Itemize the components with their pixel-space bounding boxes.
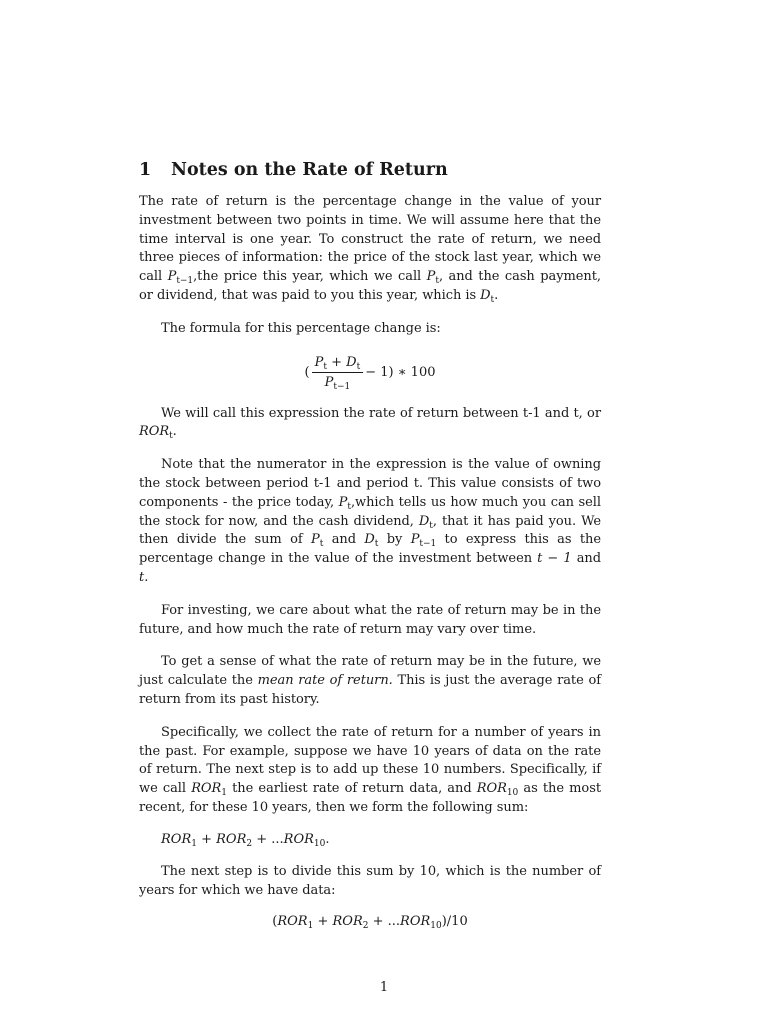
section-title-text: Notes on the Rate of Return [171, 160, 448, 180]
math-sub: t [356, 362, 361, 373]
math-sub: t [374, 539, 379, 550]
denominator [322, 373, 354, 393]
math-sub: 10 [313, 838, 326, 849]
math-sub: 2 [246, 838, 253, 849]
math-var: ROR [161, 831, 192, 847]
math-var: D [346, 355, 357, 371]
math-var: P [338, 494, 348, 510]
paragraph-definition [139, 193, 601, 306]
math-var: ROR [283, 831, 314, 847]
mean-expression [139, 914, 601, 932]
math-sub: t−1 [419, 539, 437, 550]
math-var: D [480, 287, 491, 303]
section-number: 1 [139, 160, 152, 180]
period: . [325, 831, 330, 847]
math-sub: 10 [430, 921, 442, 932]
math-var: ROR [277, 914, 308, 930]
paragraph-investing: For investing, we care about what the rate of return may be in the future, and how much the rate of return may vary over time. [139, 602, 601, 637]
math-var: P [311, 532, 320, 548]
math-var: ROR [139, 424, 170, 440]
plus: + [313, 914, 333, 930]
plus: + [326, 355, 347, 371]
math-var: P [410, 532, 420, 548]
paragraph-numerator-note [139, 456, 601, 588]
text: We will call this expression the rate of return between t-1 and t, or [161, 405, 601, 421]
text: ,the price this year, which we call [193, 269, 427, 285]
math-var: P [426, 269, 436, 285]
text: . [144, 569, 149, 585]
fraction [312, 355, 364, 393]
text: ,which tells us how much you can sell the stock for now, and the cash dividend, [139, 494, 601, 529]
math-var: P [314, 355, 324, 371]
paragraph-formula-intro: The formula for this percentage change is: [161, 320, 441, 336]
text: . [494, 287, 499, 303]
math-sub: t−1 [176, 276, 194, 287]
paren-open: ( [272, 914, 278, 930]
text: . [172, 424, 177, 440]
math-sub: t [319, 539, 324, 550]
text: , and the cash payment, or dividend, that was paid to you this year, which is [139, 269, 601, 303]
text: The rate of return is the percentage change in the value of your investment between two points in time. We will assume here that the time interval is one year. To construct the rate of return, we need three pieces of information: the price of the stock last year, which we call [139, 194, 601, 285]
math-sub: 10 [506, 788, 519, 799]
math-var: P [324, 375, 334, 391]
math-var: ROR [476, 781, 507, 797]
math-sub: t [490, 294, 495, 305]
math-sub: 1 [191, 838, 197, 849]
page-number: 1 [379, 980, 389, 995]
plus: + ... [368, 914, 401, 930]
text: as the most recent, for these 10 years, then we form the following sum: [139, 781, 601, 815]
sum-expression [161, 832, 601, 847]
math-sub: 1 [221, 788, 227, 799]
formula-tail: − 1) ∗ 100 [365, 365, 436, 381]
math-sub: t [429, 520, 433, 531]
math-sub: t [323, 362, 327, 373]
math-expr: t − 1 [537, 551, 572, 567]
math-sub: 2 [362, 921, 369, 932]
math-sub: t [435, 276, 439, 287]
paren-open: ( [304, 365, 310, 381]
text: Specifically, we collect the rate of return for a number of years in the past. For example, suppose we have 10 years of data on the rate of return. The next step is to add up these 10 numbers. Specifically, if we call [139, 724, 601, 797]
math-var: ROR [216, 831, 247, 847]
math-var: D [418, 513, 430, 529]
plus: + ... [252, 831, 284, 847]
math-sub: t [347, 501, 351, 512]
rate-of-return-formula [139, 353, 601, 393]
paragraph-divide: The next step is to divide this sum by 10, which is the number of years for which we have data: [139, 863, 601, 898]
divide-by-ten: )/10 [441, 914, 468, 930]
plus: + [196, 831, 217, 847]
paragraph-ror-definition [139, 405, 601, 443]
math-var: ROR [400, 914, 431, 930]
numerator [312, 355, 364, 373]
paragraph-collect-data [139, 724, 601, 818]
math-var: ROR [332, 914, 363, 930]
math-sub: t [169, 431, 173, 442]
math-var: ROR [191, 781, 222, 797]
text: by [378, 532, 411, 548]
text: , that it has paid you. We then divide the sum of [139, 513, 601, 548]
text: to express this as the percentage change in the value of the investment between [139, 532, 601, 567]
text: This is just the average rate of return from its past history. [139, 673, 601, 707]
text: and [571, 551, 601, 567]
emphasis-mean-rate: mean rate of return. [257, 673, 393, 689]
math-var: P [167, 269, 177, 285]
math-sub: t−1 [333, 382, 351, 393]
text: the earliest rate of return data, and [226, 781, 477, 797]
paragraph-mean-return [139, 653, 601, 709]
section-heading [139, 160, 448, 180]
text: Note that the numerator in the expression is the value of owning the stock between period t-1 and period t. This value consists of two components - the price today, [139, 457, 601, 510]
text: To get a sense of what the rate of return may be in the future, we just calculate the [139, 654, 601, 689]
math-expr: t [139, 569, 145, 585]
text: and [323, 532, 365, 548]
math-var: D [364, 532, 375, 548]
math-sub: 1 [307, 921, 314, 932]
body-text [139, 193, 601, 932]
